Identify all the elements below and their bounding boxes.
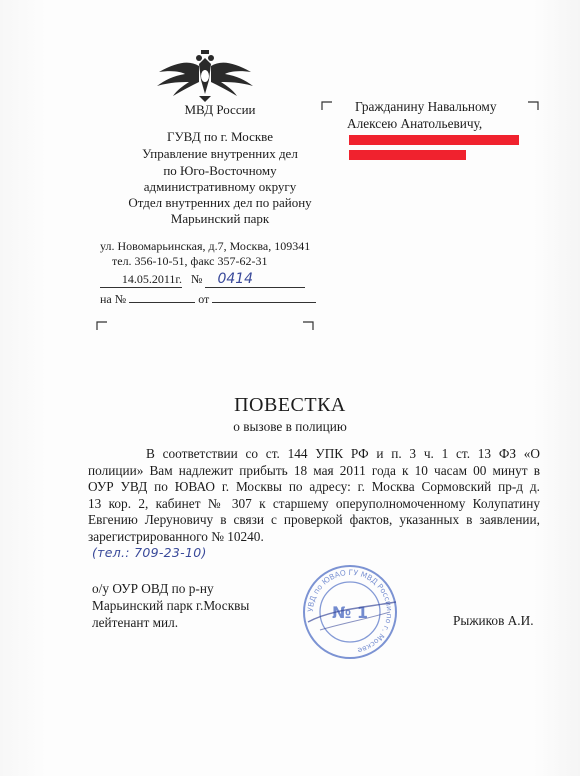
ministry-name: МВД России	[184, 102, 256, 117]
officer-line: Марьинский парк г.Москвы	[92, 598, 250, 613]
body-line: ОУР УВД по ЮВАО г. Москвы по адресу: г. Москва Сормовский пр-д д.	[88, 479, 540, 494]
officer-name: Рыжиков А.И.	[453, 613, 534, 628]
sender-phone: тел. 356-10-51, факс 357-62-31	[112, 254, 268, 268]
body-line: Евгению Леруновичу в связи с проверкой фактов, указанных в заявлении,	[88, 512, 540, 527]
double-headed-eagle-icon	[155, 50, 255, 102]
stamp-center: № 1	[332, 603, 368, 622]
date-number-row	[100, 271, 310, 288]
sender-line: Отдел внутренних дел по району	[128, 195, 312, 210]
sender-line: по Юго-Восточному	[163, 163, 277, 178]
officer-block	[92, 580, 249, 631]
redaction-bar	[349, 150, 466, 160]
number-label: №	[191, 272, 203, 286]
reply-from-label: от	[198, 292, 210, 306]
reply-row	[100, 292, 316, 307]
sender-line: административному округу	[143, 179, 297, 194]
redaction-bar	[349, 135, 519, 145]
recipient-name: Гражданину Навальному	[355, 99, 497, 114]
official-stamp-icon	[300, 562, 400, 662]
issue-date: 14.05.2011г.	[100, 272, 182, 288]
sender-line: ГУВД по г. Москве	[166, 129, 274, 144]
sender-line: Управление внутренних дел	[142, 146, 298, 161]
document-subtitle: о вызове в полицию	[233, 419, 347, 434]
officer-line: лейтенант мил.	[92, 615, 179, 630]
body-line: зарегистрированного № 10240.	[88, 528, 264, 544]
reply-label: на №	[100, 292, 127, 306]
document-title: ПОВЕСТКА	[234, 394, 346, 416]
sender-line: Марьинский парк	[170, 211, 270, 226]
address-field-corners	[95, 320, 315, 332]
stamp-ring-text: УВД по ЮВАО ГУ МВД России по г. Москве	[305, 567, 395, 656]
handwritten-number: 0414	[205, 271, 305, 288]
body-line: 13 кор. 2, кабинет № 307 к старшему оперуполномоченному Колупатину	[88, 495, 540, 511]
officer-line: о/у ОУР ОВД по р-ну	[92, 581, 214, 596]
body-line: В соответствии со ст. 144 УПК РФ и п. 3 ч. 1 ст. 13 ФЗ «О	[146, 446, 540, 461]
summons-body	[88, 446, 540, 545]
recipient-patronymic: Алексею Анатольевичу,	[347, 116, 483, 131]
handwritten-phone-note: (тел.: 709-23-10)	[92, 545, 207, 560]
body-line: полиции» Вам надлежит прибыть 18 мая 2011 года к 10 часам 00 минут в	[88, 462, 540, 478]
sender-address: ул. Новомарьинская, д.7, Москва, 109341	[100, 239, 311, 253]
